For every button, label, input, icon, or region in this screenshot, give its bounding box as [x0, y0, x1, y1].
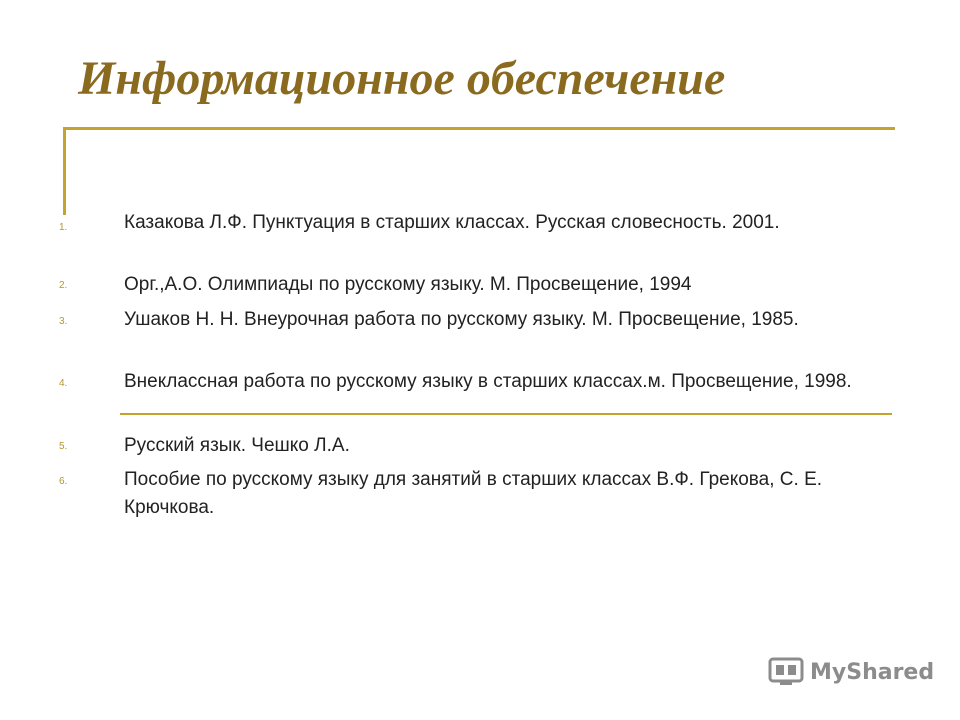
list-number: 1. [59, 222, 68, 233]
list-number: 3. [59, 316, 68, 327]
list-number: 2. [59, 280, 68, 291]
list-text: Пособие по русскому языку для занятий в старших классах В.Ф. Грекова, С. Е. Крючкова. [124, 469, 823, 518]
watermark-logo [768, 657, 934, 687]
list-number: 4. [59, 378, 68, 389]
list-text: Русский язык. Чешко Л.А. [124, 435, 350, 456]
list-number: 5. [59, 441, 68, 452]
shared-logo-icon [768, 657, 804, 687]
slide-title: Информационное обеспечение [78, 52, 726, 105]
list-text: Казакова Л.Ф. Пунктуация в старших классах. Русская словесность. 2001. [124, 212, 780, 233]
content-rule-horizontal [120, 413, 892, 415]
list-text: Ушаков Н. Н. Внеурочная работа по русскому языку. М. Просвещение, 1985. [124, 309, 799, 330]
title-rule-horizontal [63, 127, 895, 130]
list-text: Внеклассная работа по русскому языку в старших классах.м. Просвещение, 1998. [124, 371, 852, 392]
list-number: 6. [59, 476, 68, 487]
title-rule-vertical [63, 127, 66, 215]
list-text: Орг.,А.О. Олимпиады по русскому языку. М. Просвещение, 1994 [124, 274, 692, 295]
watermark-text: MyShared [810, 659, 935, 685]
